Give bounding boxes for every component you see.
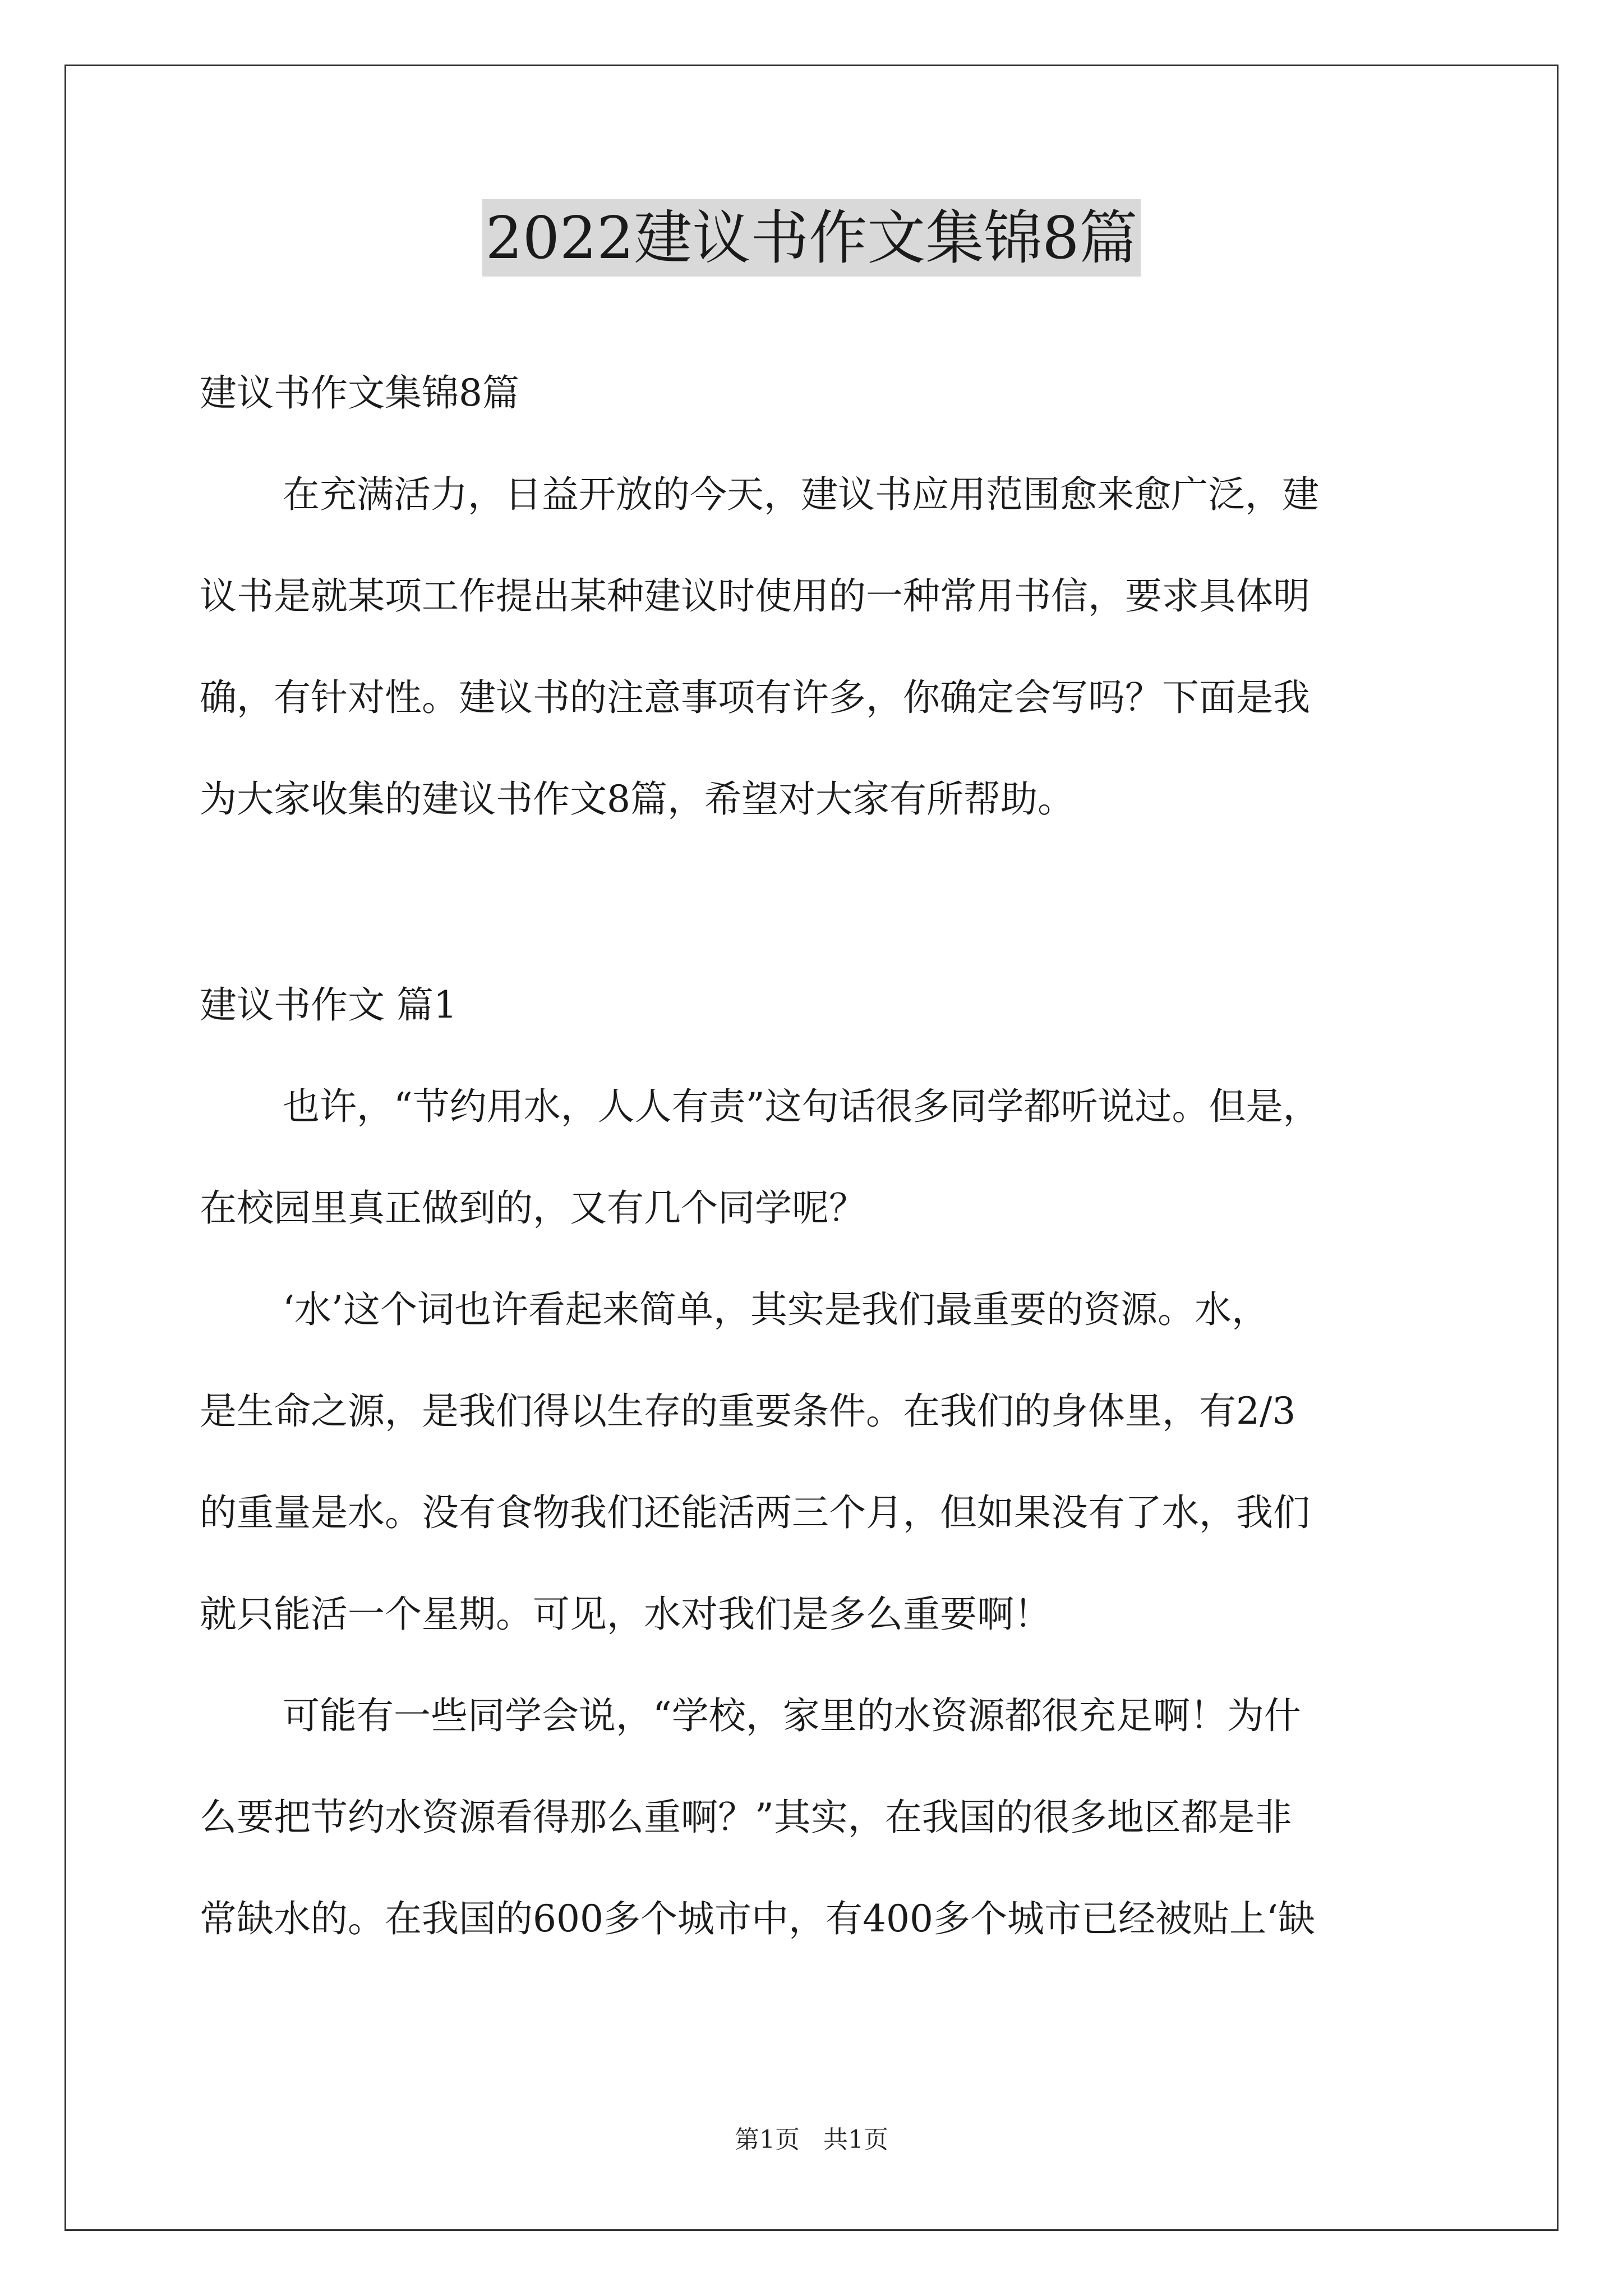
title-container: [0, 199, 1623, 277]
document-title: 2022建议书作文集锦8篇: [482, 199, 1141, 277]
paragraph-line: 是生命之源，是我们得以生存的重要条件。在我们的身体里，有2/3: [200, 1389, 1296, 1433]
page-footer: [0, 2123, 1623, 2157]
paragraph-line: 的重量是水。没有食物我们还能活两三个月，但如果没有了水，我们: [200, 1491, 1310, 1534]
section-gap: [200, 850, 1450, 954]
intro-line: 为大家收集的建议书作文8篇，希望对大家有所帮助。: [200, 777, 1075, 821]
paragraph-line: 在校园里真正做到的，又有几个同学呢？: [200, 1186, 866, 1230]
page-number: 第1页: [735, 2125, 800, 2154]
paragraph-line: 也许，“节约用水，人人有责”这句话很多同学都听说过。但是，: [283, 1085, 1320, 1128]
paragraph-line: ‘水’这个词也许看起来简单，其实是我们最重要的资源。水，: [283, 1288, 1269, 1331]
paragraph-line: 常缺水的。在我国的600多个城市中，有400多个城市已经被贴上‘缺: [200, 1897, 1315, 1940]
paragraph-line: 就只能活一个星期。可见，水对我们是多么重要啊！: [200, 1593, 1051, 1636]
document-body: [200, 342, 1450, 1970]
intro-line: 议书是就某项工作提出某种建议时使用的一种常用书信，要求具体明: [200, 574, 1310, 618]
paragraph-line: 么要把节约水资源看得那么重啊？”其实，在我国的很多地区都是非: [200, 1796, 1292, 1839]
intro-line: 在充满活力，日益开放的今天，建议书应用范围愈来愈广泛，建: [283, 473, 1319, 516]
paragraph-line: 可能有一些同学会说，“学校，家里的水资源都很充足啊！为什: [283, 1694, 1301, 1737]
intro-heading: 建议书作文集锦8篇: [200, 371, 519, 415]
intro-line: 确，有针对性。建议书的注意事项有许多，你确定会写吗？下面是我: [200, 676, 1310, 719]
page-total: 共1页: [823, 2125, 888, 2154]
section1-heading: 建议书作文 篇1: [200, 983, 457, 1027]
